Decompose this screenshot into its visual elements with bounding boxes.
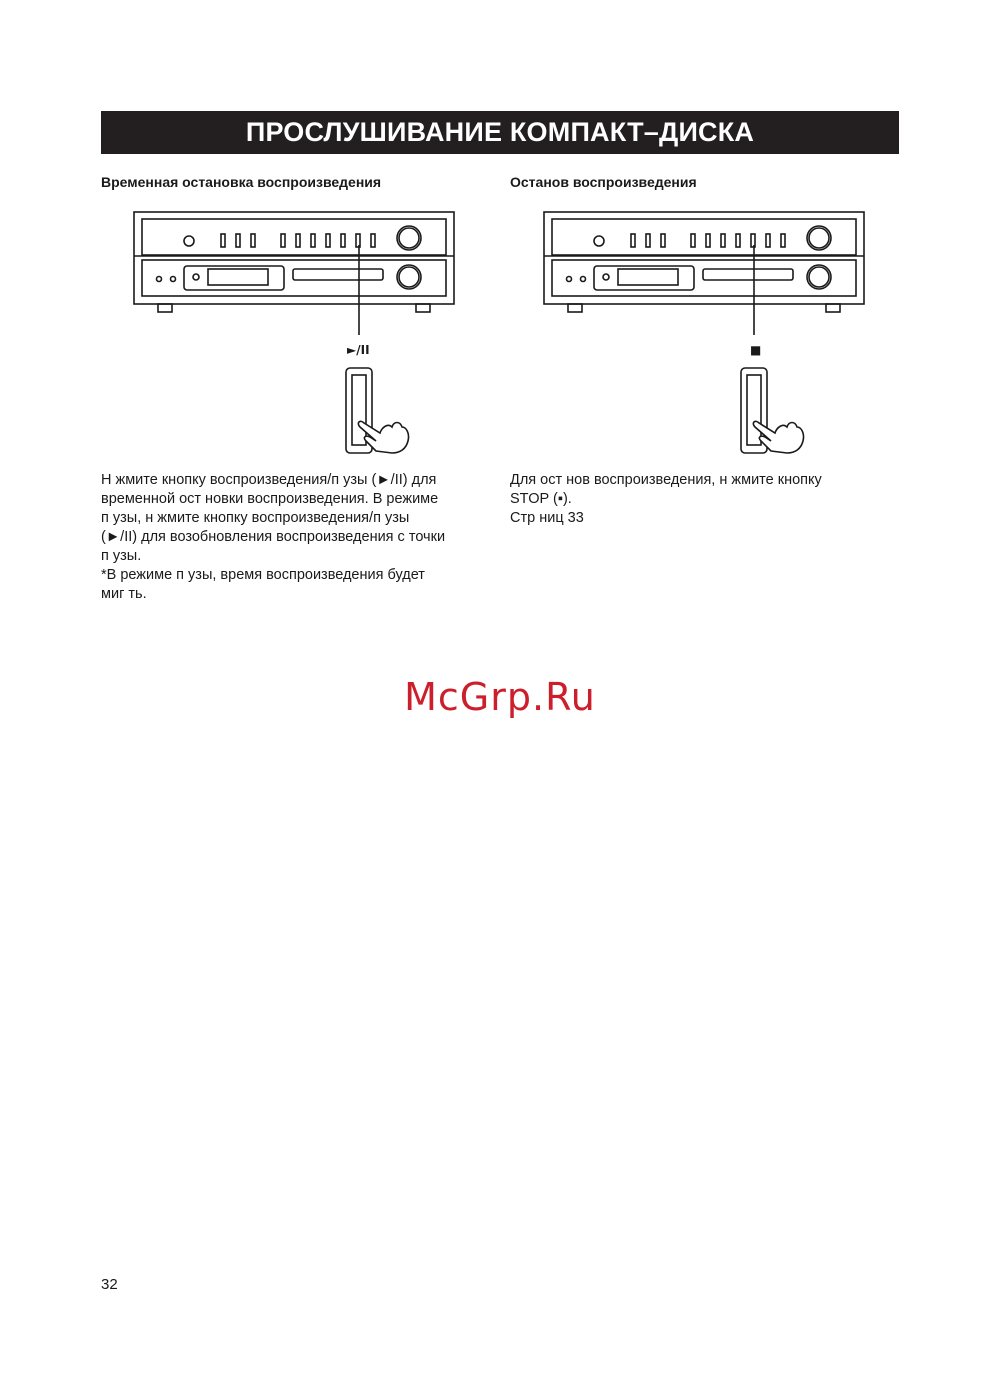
play-pause-symbol: ►/II [347, 343, 370, 357]
stereo-unit-icon [540, 205, 870, 465]
stop-symbol: ■ [750, 343, 762, 357]
pointing-hand-icon [753, 421, 803, 453]
watermark: McGrp.Ru [404, 675, 596, 719]
page-title: ПРОСЛУШИВАНИЕ КОМПАКТ–ДИСКА [101, 111, 899, 154]
page-number: 32 [101, 1276, 118, 1293]
stereo-unit-icon [130, 205, 460, 465]
left-paragraph: Н жмите кнопку воспроизведения/п узы (►/II) для временной ост новки воспроизведения. В режиме п узы, н жмите кнопку воспроизведения/п узы (►/II) для возобновления воспроизведения с точки п узы. *В режиме п узы, время воспроизведения будет миг ть. [101, 472, 446, 602]
pointing-hand-icon [358, 421, 408, 453]
left-heading: Временная остановка воспроизведения [101, 174, 382, 190]
right-heading: Останов воспроизведения [510, 174, 697, 190]
right-paragraph: Для ост нов воспроизведения, н жмите кнопку STOP (▪). Стр ниц 33 [510, 472, 822, 526]
